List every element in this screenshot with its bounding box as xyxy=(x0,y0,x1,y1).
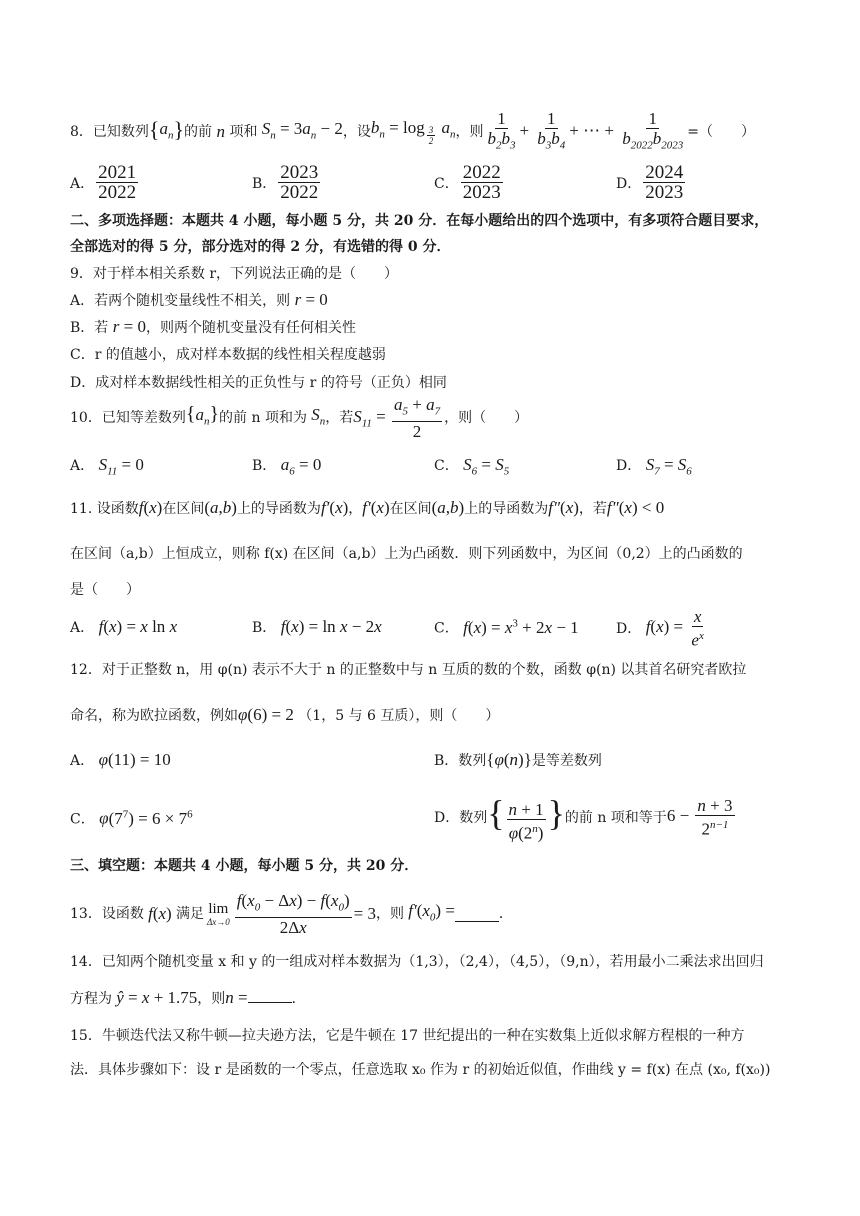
option-d: D． $\frac{2024}{2023}$ xyxy=(616,162,684,203)
question-8-stem: 8．已知数列 $\{a_n\}$ 的前 n 项和 $S_n = 3a_n - 2$ ，设 $b_n = \log$ $_{\frac{3}{2}}$ $a_n$ ，则 $\frac{1}{b_2b_3}$ + $\frac{1}{b_3b_4}$ + ⋯ + $\frac{1}{b_{2022}b_{2023}}$ =（ ） xyxy=(70,108,755,152)
section-2-heading-cont: 全部选对的得 5 分，部分选对的得 2 分，有选错的得 0 分． xyxy=(70,239,451,255)
option-a: A． $\frac{2021}{2022}$ xyxy=(70,162,137,203)
option-b: B．数列{φ(n)}是等差数列 xyxy=(434,750,602,769)
question-9-option-d: D．成对样本数据线性相关的正负性与 r 的符号（正负）相同 xyxy=(70,375,447,391)
option-c: C． $\varphi(7^7) = 6 \times 7^6$ xyxy=(70,808,193,828)
option-c: C． $\frac{2022}{2023}$ xyxy=(434,162,501,203)
option-d: D．数列 { $\frac{n + 1}{\varphi(2^n)}$ } 的前 n 项和等于 6 − $\frac{n + 3}{2^{n-1}}$ xyxy=(434,793,733,843)
question-15-stem: 15．牛顿迭代法又称牛顿—拉夫逊方法，它是牛顿在 17 世纪提出的一种在实数集上近似求解方程根的一种方 xyxy=(70,1028,745,1044)
section-2-heading: 二、多项选择题：本题共 4 小题，每小题 5 分，共 20 分．在每小题给出的四个选项中，有多项符合题目要求， xyxy=(70,213,769,229)
answer-blank[interactable] xyxy=(455,907,499,922)
question-11-stem-end: 是（ ） xyxy=(70,582,140,598)
option-b: B． f(x) = ln x − 2x xyxy=(252,617,382,636)
option-a: A． f(x) = x ln x xyxy=(70,617,178,636)
option-d: D． $S_7 = S_6$ xyxy=(616,455,692,478)
question-15-stem-cont: 法．具体步骤如下：设 r 是函数的一个零点，任意选取 x₀ 作为 r 的初始近似值，作曲线 y = f(x) 在点 (x₀, f(x₀)) xyxy=(70,1062,771,1078)
question-9-option-c: C．r 的值越小，成对样本数据的线性相关程度越弱 xyxy=(70,347,386,363)
question-13-stem: 13．设函数 f(x) 满足 lim Δx→0 $\frac{f(x_0 - \Delta x) - f(x_0)}{2\Delta x}$ = 3 ，则 $f'(x_0)$ = ． xyxy=(70,890,513,938)
option-a: A． $S_{11} = 0$ xyxy=(70,455,144,478)
question-11-stem-cont: 在区间（a,b）上恒成立，则称 f(x) 在区间（a,b）上为凸函数．则下列函数中，为区间（0,2）上的凸函数的 xyxy=(70,546,743,562)
question-14-stem: 14．已知两个随机变量 x 和 y 的一组成对样本数据为（1,3），（2,4），（4,5），（9,n），若用最小二乘法求出回归 xyxy=(70,954,764,970)
section-3-heading: 三、填空题：本题共 4 小题，每小题 5 分，共 20 分． xyxy=(70,858,419,874)
question-9-stem: 9．对于样本相关系数 r，下列说法正确的是（ ） xyxy=(70,266,399,282)
question-12-stem-cont: 命名，称为欧拉函数，例如φ(6) = 2 （1，5 与 6 互质），则（ ） xyxy=(70,705,500,724)
option-a: A． φ(11) = 10 xyxy=(70,750,171,769)
answer-blank[interactable] xyxy=(248,988,292,1003)
option-b: B． $a_6 = 0$ xyxy=(252,455,322,478)
question-12-stem: 12．对于正整数 n，用 φ(n) 表示不大于 n 的正整数中与 n 互质的数的个数，函数 φ(n) 以其首名研究者欧拉 xyxy=(70,662,747,678)
option-d: D． f(x) = $\frac{x}{e^x}$ xyxy=(616,607,704,650)
option-c: C． $f(x) = x^3 + 2x - 1$ xyxy=(434,617,579,637)
question-14-stem-cont: 方程为 ŷ = x + 1.75，则n = ． xyxy=(70,988,306,1007)
question-11-stem: 11. 设函数f(x)在区间(a,b)上的导函数为f′(x)，f′(x)在区间(a,b)上的导函数为f″(x)，若f″(x) < 0 xyxy=(70,498,665,517)
option-c: C． $S_6 = S_5$ xyxy=(434,455,510,478)
question-9-option-a: A．若两个随机变量线性不相关，则 r = 0 xyxy=(70,290,328,309)
question-9-option-b: B．若 r = 0，则两个随机变量没有任何相关性 xyxy=(70,317,356,336)
option-b: B． $\frac{2023}{2022}$ xyxy=(252,162,319,203)
question-10-stem: 10．已知等差数列 $\{a_n\}$ 的前 n 项和为 $S_n$ ，若 $S_{11}$ = $\frac{a_5 + a_7}{2}$ ，则（ ） xyxy=(70,394,529,442)
